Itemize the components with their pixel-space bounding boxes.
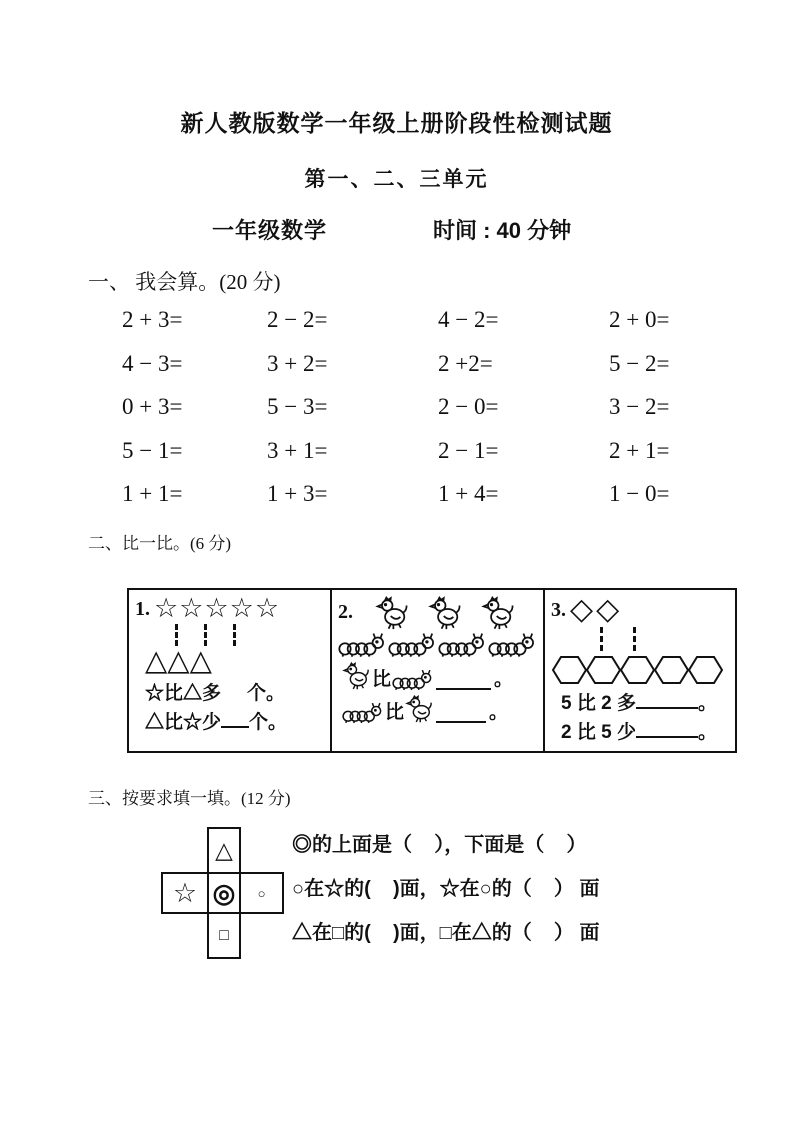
dashed-connector: [633, 627, 636, 651]
item-number: 2.: [338, 601, 353, 623]
time-limit-label: 时间 : 40 分钟: [433, 218, 572, 243]
cross-cell-left: [161, 872, 209, 914]
compare-item-stars-triangles: 1. ☆☆☆☆☆ △△△ ☆比△多 个。 △比☆少 个。: [129, 590, 332, 751]
math-problem: 4 − 2=: [438, 307, 499, 332]
hexagon-icon: [687, 654, 724, 686]
arithmetic-grid: [122, 305, 719, 523]
dashed-connector: [204, 624, 207, 646]
math-problem: 2 − 2=: [267, 307, 328, 332]
compare-sentence: 5 比 2 多: [561, 693, 636, 714]
math-problem: 5 − 1=: [122, 437, 183, 463]
cross-cell-top: [207, 827, 241, 874]
hexagon-icon: [619, 654, 656, 686]
bullseye-icon: ◎: [212, 877, 236, 908]
chick-icon: [428, 595, 463, 630]
compare-item-diamonds-hexagons: 3. ◇◇ 5 比 2 多 。 2 比 5 少 。: [545, 590, 735, 751]
item-number: 1.: [135, 597, 150, 620]
cross-cell-bottom: [207, 912, 241, 959]
hexagon-icon: [551, 654, 588, 686]
diamond-icons: ◇◇: [570, 593, 623, 626]
compare-word: 比: [385, 702, 405, 723]
chick-icon: [481, 595, 516, 630]
compare-sentence: △比☆少: [145, 712, 222, 733]
section3-heading: 三、按要求填一填。(12 分): [88, 789, 291, 808]
match-lines: [175, 624, 326, 646]
cross-cell-center: [207, 872, 241, 914]
hexagon-icon: [585, 654, 622, 686]
math-problem: 4 − 3=: [122, 350, 183, 376]
math-problem: 1 + 3=: [267, 481, 328, 506]
cross-cell-right: [239, 872, 284, 914]
caterpillar-icon: [342, 702, 384, 723]
math-problem: 3 − 2=: [609, 394, 670, 419]
math-problem: 5 − 2=: [609, 350, 670, 376]
item-number: 3.: [551, 599, 566, 621]
dashed-connector: [600, 627, 603, 651]
star-icons: ☆☆☆☆☆: [154, 593, 281, 623]
answer-blank: [221, 712, 249, 728]
math-problem: 1 + 1=: [122, 481, 183, 506]
caterpillar-icon: [388, 632, 437, 657]
hexagon-icon: [653, 654, 690, 686]
dashed-connector: [175, 624, 178, 646]
answer-blank: [636, 722, 698, 738]
compare-sentence: ☆比△多: [145, 683, 222, 704]
square-icon: □: [219, 926, 229, 944]
math-problem: 3 + 2=: [267, 350, 328, 376]
math-problem: 0 + 3=: [122, 394, 183, 419]
period: 。: [489, 702, 509, 723]
answer-blank: [436, 707, 486, 723]
math-problem: 2 − 0=: [438, 394, 499, 419]
chick-icon: [405, 694, 434, 723]
match-lines: [600, 627, 731, 651]
period: 。: [494, 669, 514, 690]
math-problem: 3 + 1=: [267, 437, 328, 463]
compare-sentence: 2 比 5 少: [561, 722, 636, 743]
math-problem: 1 − 0=: [609, 481, 670, 506]
section1-heading: 一、 我会算。(20 分): [88, 270, 281, 294]
section2-heading: 二、比一比。(6 分): [88, 534, 232, 553]
math-problem: 2 + 0=: [609, 307, 670, 332]
math-problem: 2 + 1=: [609, 437, 670, 463]
compare-item-chicks-caterpillars: [332, 590, 545, 751]
fill-question-line: ◎的上面是（ ），下面是（ ）: [292, 834, 587, 856]
math-problem: 2 +2=: [438, 350, 493, 376]
triangle-icons: △△△: [145, 645, 212, 677]
math-problem: 2 + 3=: [122, 307, 183, 332]
grade-label: 一年级数学: [212, 218, 328, 243]
units-subtitle: 第一、二、三单元: [304, 168, 489, 191]
circle-icon: ○: [257, 885, 266, 901]
star-icon: ☆: [172, 877, 198, 908]
compare-word: 比: [372, 669, 392, 690]
answer-blank: [636, 693, 698, 709]
math-problem: 5 − 3=: [267, 394, 328, 419]
caterpillar-icon: [338, 632, 387, 657]
fill-question-line: ○在☆的( )面，☆在○的（ ） 面: [292, 878, 600, 900]
chick-icon: [342, 661, 371, 690]
caterpillar-icon: [488, 632, 537, 657]
math-problem: 2 − 1=: [438, 437, 499, 463]
chick-icon: [375, 595, 410, 630]
page-title: 新人教版数学一年级上册阶段性检测试题: [180, 110, 613, 136]
caterpillar-icon: [392, 669, 434, 690]
caterpillar-icon: [438, 632, 487, 657]
triangle-icon: △: [215, 837, 233, 863]
dashed-connector: [233, 624, 236, 646]
answer-blank: [436, 674, 491, 690]
fill-question-line: △在□的( )面，□在△的（ ） 面: [292, 922, 600, 944]
math-problem: 1 + 4=: [438, 481, 499, 506]
compare-table: [127, 588, 737, 753]
